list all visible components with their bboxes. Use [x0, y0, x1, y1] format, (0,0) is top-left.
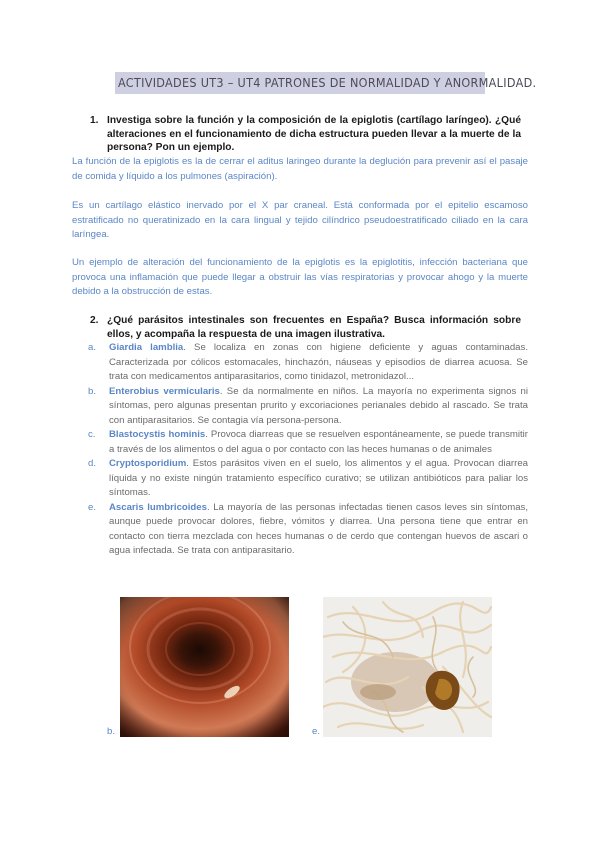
answer-1-paragraph-1: La función de la epiglotis es la de cerrar el aditus laringeo durante la deglución para prevenir así el pasaje de comida y líquido a los pulmones (aspiración). [72, 156, 528, 182]
ascaris-worms-illustration [323, 597, 492, 737]
parasite-name: Giardia lamblia [109, 342, 184, 353]
ascaris-image [323, 597, 492, 737]
parasite-name: Cryptosporidium [109, 458, 187, 469]
question-2-number: 2. [90, 315, 99, 326]
intestine-endoscopy-illustration [120, 597, 289, 737]
list-item [88, 385, 528, 429]
answer-1-paragraph-2: Es un cartílago elástico inervado por el X par craneal. Está conformada por el epitelio escamoso estratificado no queratinizado en la cara lingual y tejido cilíndrico pseudoestratificado ciliado en la cara laríngea. [72, 200, 528, 240]
list-marker: d. [88, 458, 97, 469]
answer-1-paragraph-3: Un ejemplo de alteración del funcionamiento de la epiglotis es la epiglotitis, infección bacteriana que provoca una inflamación que puede llegar a obstruir las vías respiratorias y provocar ahogo y la muerte debido a la obstrucción de estas. [72, 257, 528, 297]
list-item [88, 341, 528, 385]
list-item [88, 428, 528, 457]
list-marker: a. [88, 342, 97, 353]
list-marker: b. [88, 385, 97, 397]
parasite-description: . Estos parásitos viven en el suelo, los alimentos y el agua. Provocan diarrea líquida y no existe ningún tratamiento específico curativo; se utilizan antibióticos para paliar los síntomas. [109, 458, 528, 498]
image-caption-right: e. [312, 726, 321, 737]
parasite-name: Blastocystis hominis [109, 429, 206, 440]
parasite-name: Enterobius vermicularis [109, 385, 220, 397]
endoscopy-image [120, 597, 289, 737]
list-item [88, 457, 528, 501]
parasite-description: . Se localiza en zonas con higiene deficiente y aguas contaminadas. Caracterizada por cólicos estomacales, hinchazón, náuseas y episodios de diarrea acuosa. Se trata con medicamentos antiparasitarios, como tinidazol, metronidazol... [109, 342, 528, 382]
title-highlight [115, 72, 537, 94]
image-caption-left: b. [107, 726, 116, 737]
question-1-text: Investiga sobre la función y la composición de la epiglotis (cartílago laríngeo). ¿Qué alteraciones en el funcionamiento de dicha estructura pueden llevar a la muerte de la persona? Pon un ejemplo. [107, 115, 521, 153]
parasite-list [88, 341, 528, 559]
list-marker: c. [88, 429, 96, 440]
parasite-name: Ascaris lumbricoides [109, 501, 207, 513]
page-title: ACTIVIDADES UT3 – UT4 PATRONES DE NORMALIDAD Y ANORMALIDAD. [118, 75, 537, 90]
parasite-description: . Se da normalmente en niños. La mayoría no experimenta signos ni síntomas, pero algunas presentan prurito y excoriaciones perianales debido al rascado. Se trata con antiparasitarios. Se contagia vía persona-persona. [109, 385, 528, 426]
list-marker: e. [88, 501, 97, 513]
question-2-text: ¿Qué parásitos intestinales son frecuentes en España? Busca información sobre ellos, y acompaña la respuesta de una imagen ilustrativa. [107, 315, 521, 340]
question-1-number: 1. [90, 115, 99, 126]
list-item [88, 501, 528, 559]
parasite-description: . Provoca diarreas que se resuelven espontáneamente, se puede transmitir a través de los alimentos o del agua o por contacto con las heces humanas o de animales [109, 429, 528, 455]
parasite-description: . La mayoría de las personas infectadas tienen casos leves sin síntomas, aunque puede provocar dolores, fiebre, vómitos y diarrea. Una persona tiene que entrar en contacto con tierra mezclada con heces humanas o de cerdo que contengan huevos de ascari o agua infectada. Se trata con antiparasitario. [109, 501, 528, 556]
